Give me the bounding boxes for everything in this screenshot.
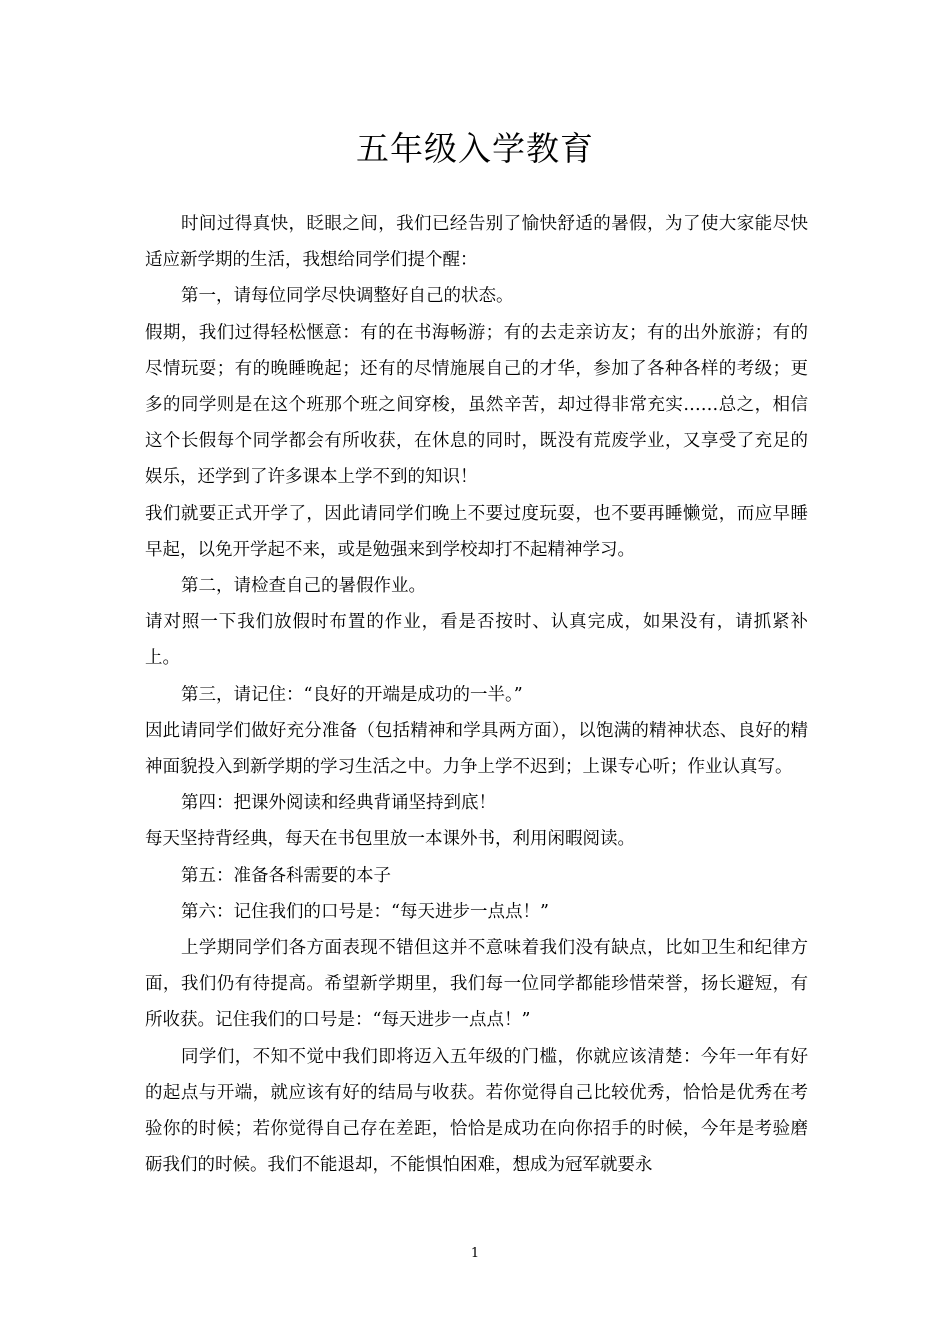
paragraph-point-2-body: 请对照一下我们放假时布置的作业，看是否按时、认真完成，如果没有，请抓紧补上。: [145, 612, 808, 669]
paragraph-point-4: 第四：把课外阅读和经典背诵坚持到底！: [181, 793, 496, 814]
paragraph-intro: 时间过得真快，眨眼之间，我们已经告别了愉快舒适的暑假，为了使大家能尽快适应新学期的生活，我想给同学们提个醒：: [145, 214, 808, 271]
paragraph-closing: 同学们，不知不觉中我们即将迈入五年级的门槛，你就应该清楚：今年一年有好的起点与开端，就应该有好的结局与收获。若你觉得自己比较优秀，恰恰是优秀在考验你的时候；若你觉得自己存在差距，恰恰是成功在向你招手的时候，今年是考验磨砺我们的时候。我们不能退却，不能惧怕困难，想成为冠军就要永: [145, 1046, 808, 1176]
paragraph-point-1-body-b: 我们就要正式开学了，因此请同学们晚上不要过度玩耍，也不要再睡懒觉，而应早睡早起，以免开学起不来，或是勉强来到学校却打不起精神学习。: [145, 503, 808, 560]
document-body: [145, 206, 808, 1183]
paragraph-point-4-body: 每天坚持背经典，每天在书包里放一本课外书，利用闲暇阅读。: [145, 829, 635, 850]
paragraph-point-5: 第五：准备各科需要的本子: [181, 865, 391, 886]
paragraph-point-1-body-a: 假期，我们过得轻松惬意：有的在书海畅游；有的去走亲访友；有的出外旅游；有的尽情玩耍；有的晚睡晚起；还有的尽情施展自己的才华，参加了各种各样的考级；更多的同学则是在这个班那个班之间穿梭，虽然辛苦，却过得非常充实……总之，相信这个长假每个同学都会有所收获，在休息的同时，既没有荒废学业，又享受了充足的娱乐，还学到了许多课本上学不到的知识！: [145, 322, 808, 488]
paragraph-point-3-body: 因此请同学们做好充分准备（包括精神和学具两方面），以饱满的精神状态、良好的精神面貌投入到新学期的学习生活之中。力争上学不迟到；上课专心听；作业认真写。: [145, 720, 808, 778]
paragraph-reflection: 上学期同学们各方面表现不错但这并不意味着我们没有缺点，比如卫生和纪律方面，我们仍有待提高。希望新学期里，我们每一位同学都能珍惜荣誉，扬长避短，有所收获。记住我们的口号是：“每天进步一点点！”: [145, 938, 808, 1031]
paragraph-point-3: 第三，请记住：“良好的开端是成功的一半。”: [181, 684, 523, 705]
paragraph-point-1: 第一，请每位同学尽快调整好自己的状态。: [181, 286, 514, 307]
paragraph-point-2: 第二，请检查自己的暑假作业。: [181, 576, 426, 597]
document-title: 五年级入学教育: [356, 129, 594, 168]
paragraph-point-6: 第六：记住我们的口号是：“每天进步一点点！”: [181, 901, 549, 922]
page-number: 1: [470, 1246, 480, 1261]
